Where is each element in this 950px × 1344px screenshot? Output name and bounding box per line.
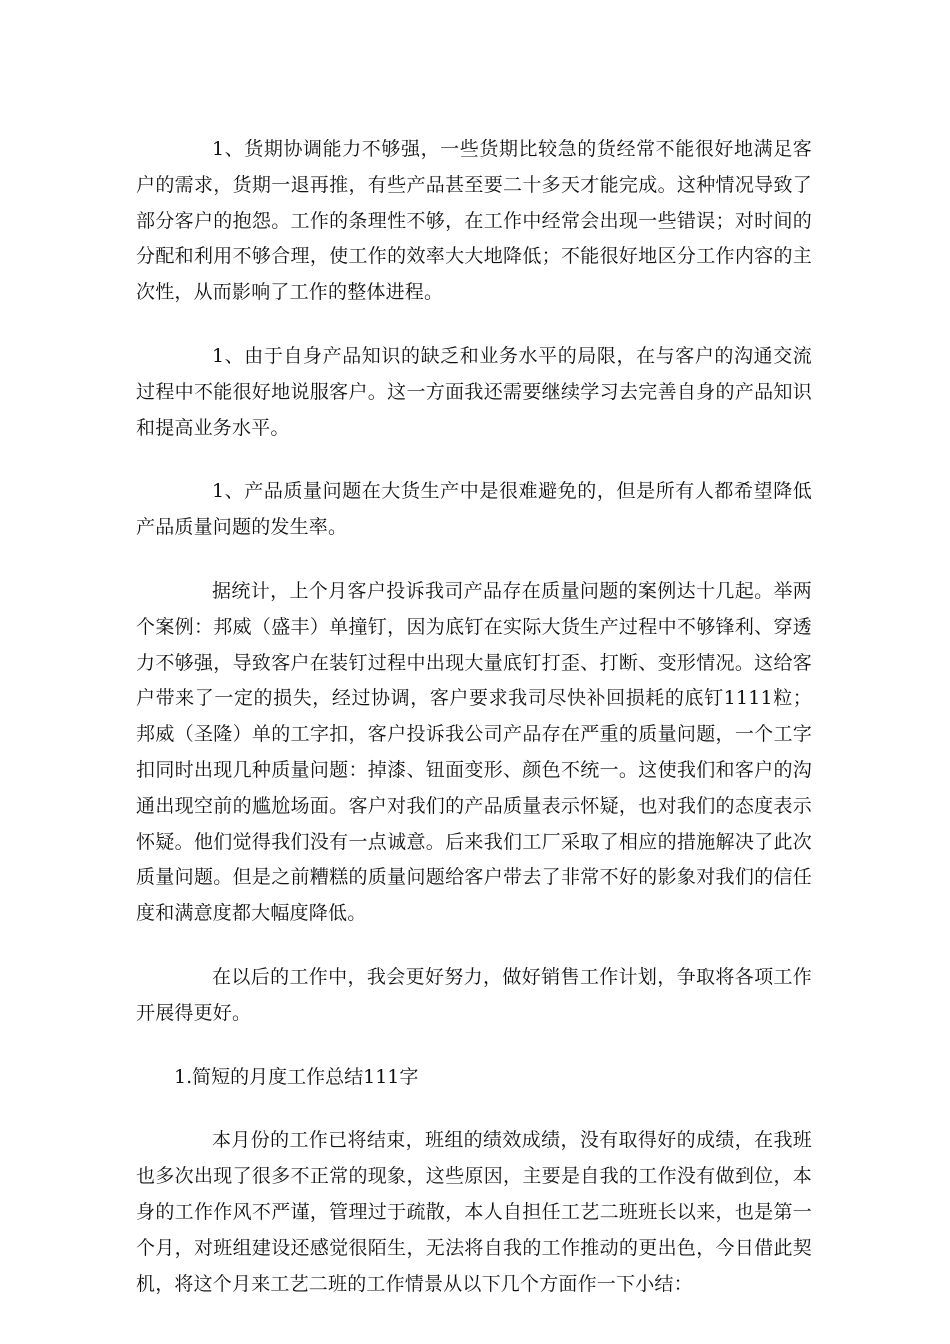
section-heading: 1.简短的月度工作总结111字: [174, 1065, 419, 1088]
paragraph-future-plan: 在以后的工作中，我会更好努力，做好销售工作计划，争取将各项工作开展得更好。: [136, 965, 812, 1024]
paragraph-monthly-summary: 本月份的工作已将结束，班组的绩效成绩，没有取得好的成绩，在我班也多次出现了很多不正常的现象，这些原因，主要是自我的工作没有做到位，本身的工作作风不严谨，管理过于疏散，本人自担任工艺二班班长以来，也是第一个月，对班组建设还感觉很陌生，无法将自我的工作推动的更出色，今日借此契机，将这个月来工艺二班的工作情景从以下几个方面作一下小结：: [136, 1129, 812, 1295]
paragraph-quality-issues: 1、产品质量问题在大货生产中是很难避免的，但是所有人都希望降低产品质量问题的发生率。: [136, 480, 812, 539]
document-page: [136, 132, 812, 1302]
paragraph-delivery-issues: 1、货期协调能力不够强，一些货期比较急的货经常不能很好地满足客户的需求，货期一退再推，有些产品甚至要二十多天才能完成。这种情况导致了部分客户的抱怨。工作的条理性不够，在工作中经常会出现一些错误；对时间的分配和利用不够合理，使工作的效率大大地降低；不能很好地区分工作内容的主次性，从而影响了工作的整体进程。: [136, 138, 812, 304]
paragraph-complaint-statistics: 据统计，上个月客户投诉我司产品存在质量问题的案例达十几起。举两个案例：邦威（盛丰）单撞钉，因为底钉在实际大货生产过程中不够锋利、穿透力不够强，导致客户在装钉过程中出现大量底钉打歪、打断、变形情况。这给客户带来了一定的损失，经过协调，客户要求我司尽快补回损耗的底钉1111粒；邦威（圣隆）单的工字扣，客户投诉我公司产品存在严重的质量问题，一个工字扣同时出现几种质量问题：掉漆、钮面变形、颜色不统一。这使我们和客户的沟通出现空前的尴尬场面。客户对我们的产品质量表示怀疑，也对我们的态度表示怀疑。他们觉得我们没有一点诚意。后来我们工厂采取了相应的措施解决了此次质量问题。但是之前糟糕的质量问题给客户带去了非常不好的影象对我们的信任度和满意度都大幅度降低。: [136, 579, 812, 925]
paragraph-product-knowledge: 1、由于自身产品知识的缺乏和业务水平的局限，在与客户的沟通交流过程中不能很好地说服客户。这一方面我还需要继续学习去完善自身的产品知识和提高业务水平。: [136, 344, 812, 439]
